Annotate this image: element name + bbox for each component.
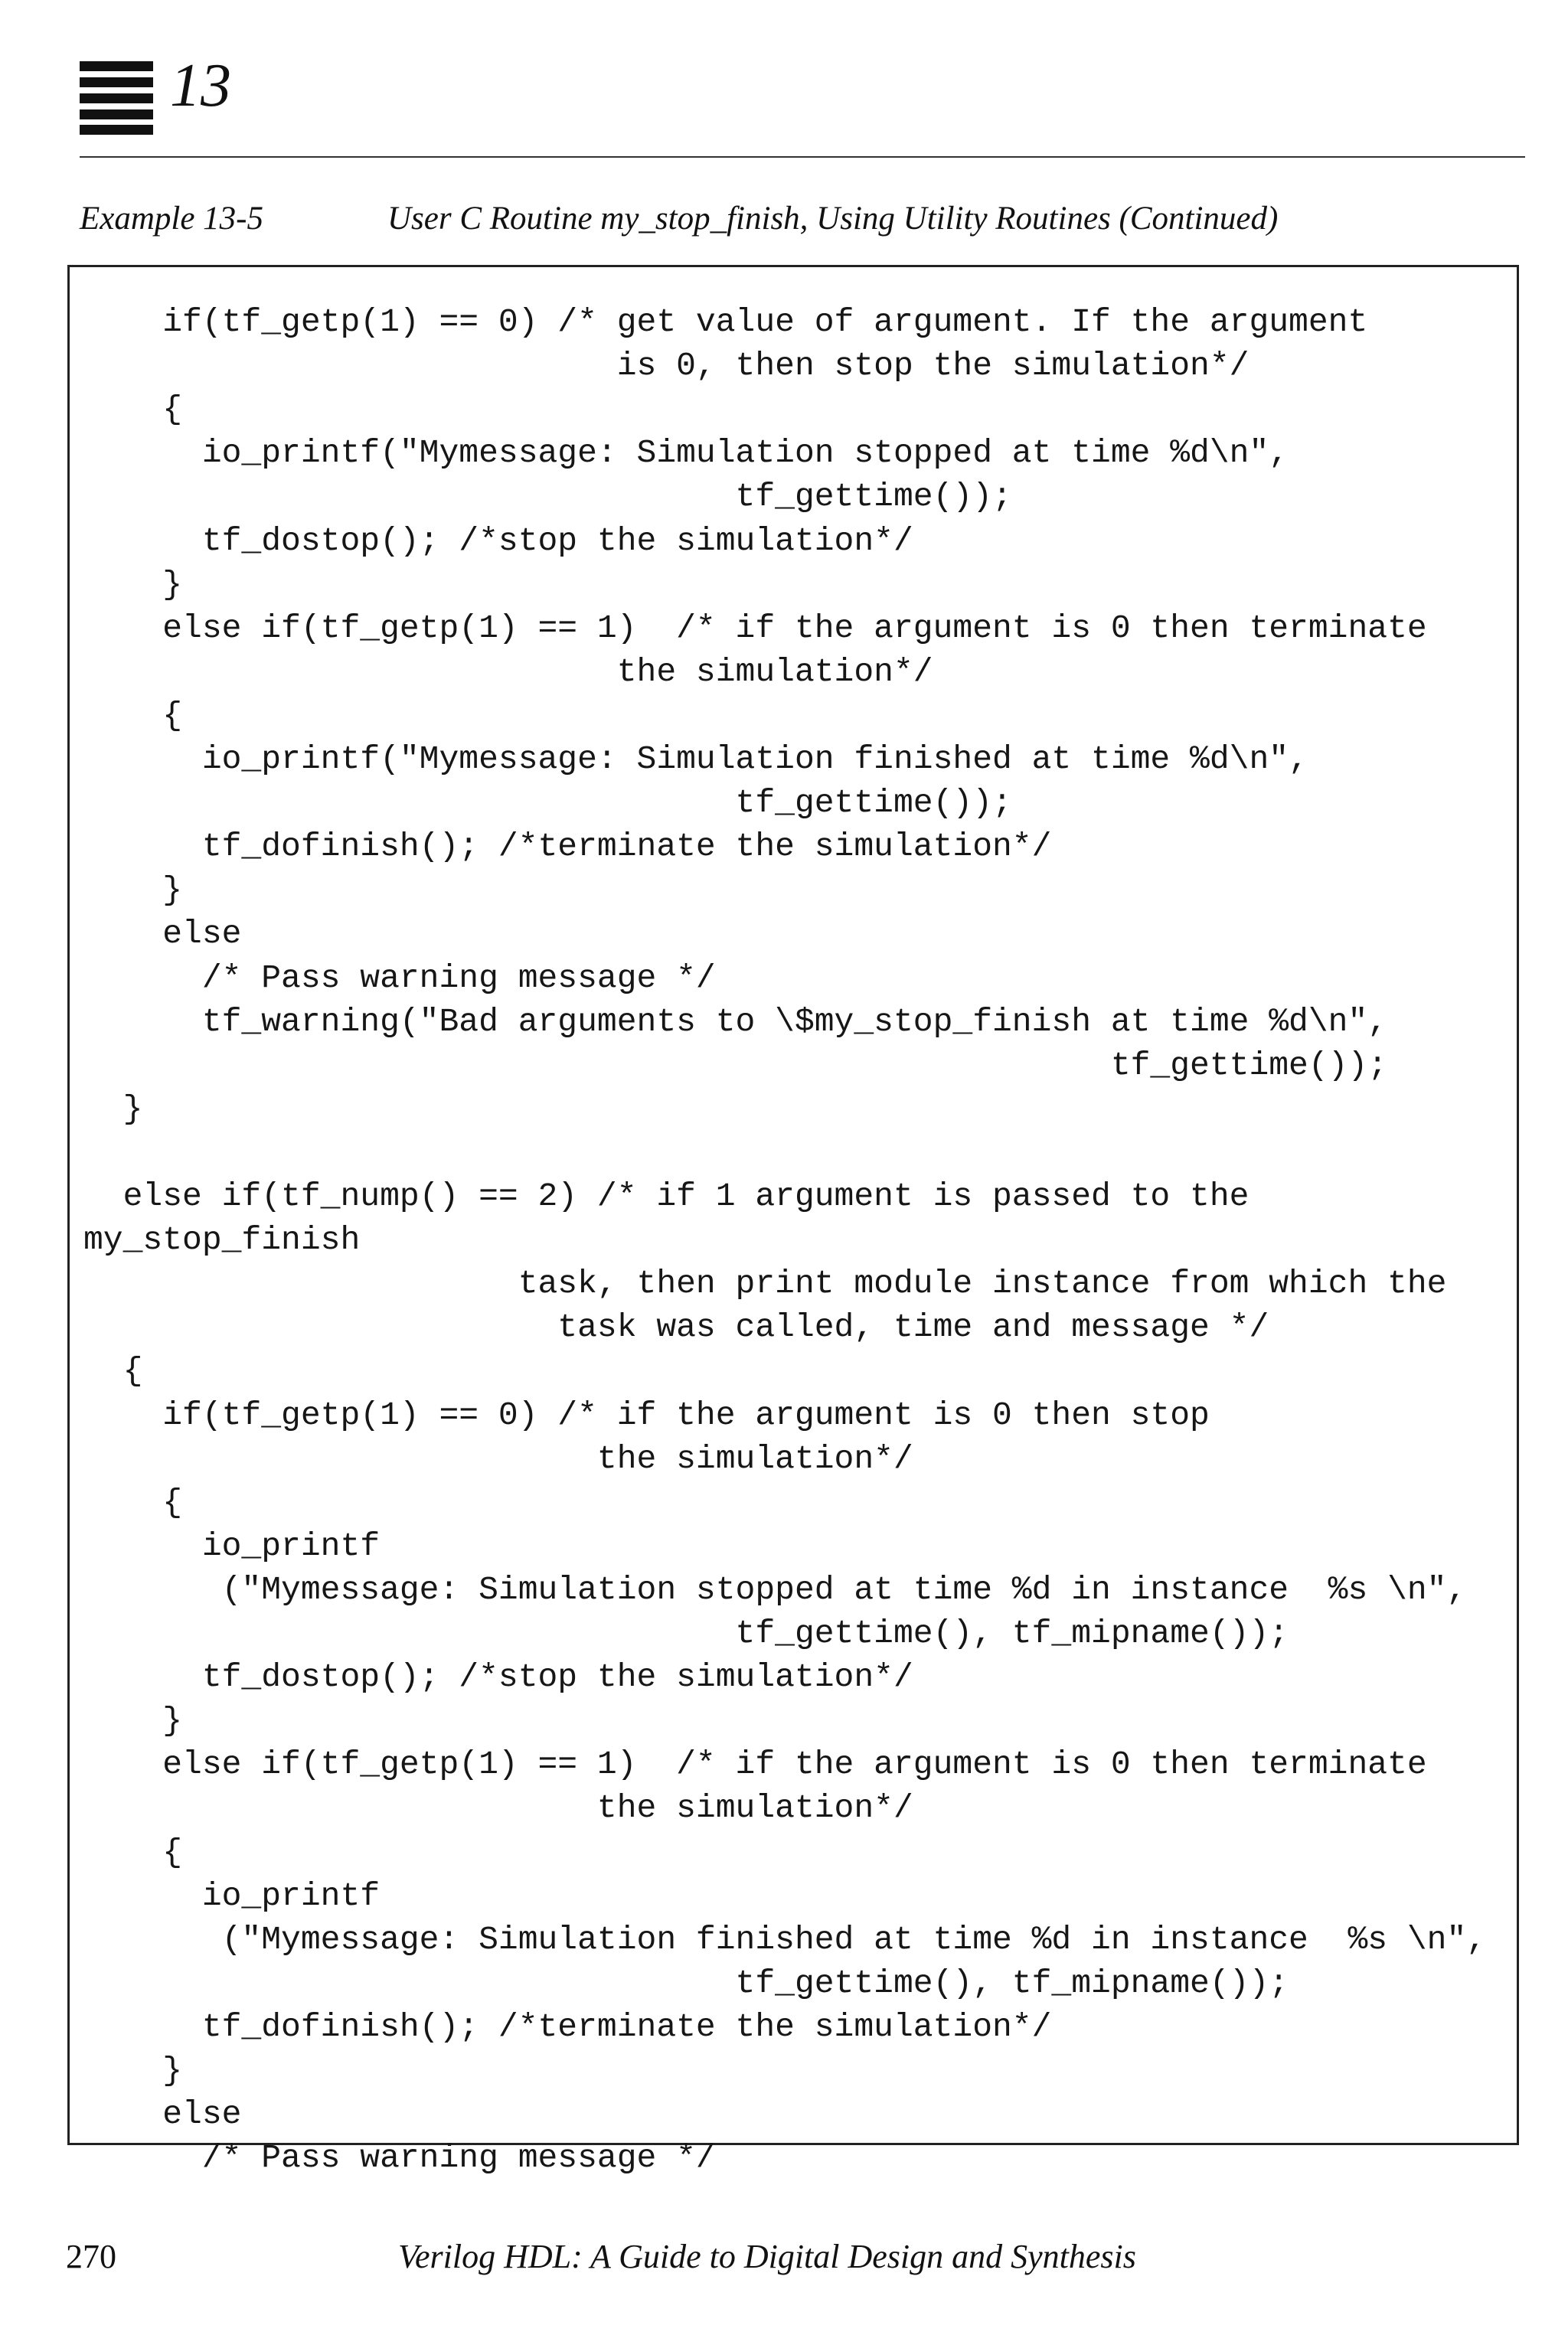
code-line: my_stop_finish bbox=[83, 1221, 361, 1259]
code-line: task, then print module instance from which the bbox=[83, 1265, 1447, 1303]
code-line: else if(tf_getp(1) == 1) /* if the argument is 0 then terminate bbox=[83, 1746, 1427, 1784]
example-label: Example 13-5 bbox=[80, 201, 264, 237]
code-line: the simulation*/ bbox=[83, 1439, 913, 1478]
code-line: task was called, time and message */ bbox=[83, 1308, 1269, 1347]
code-line: } bbox=[83, 2052, 183, 2089]
code-line: { bbox=[83, 1352, 143, 1390]
chapter-number: 13 bbox=[170, 52, 231, 119]
book-title: Verilog HDL: A Guide to Digital Design and Synthesis bbox=[398, 2238, 1136, 2275]
code-line: { bbox=[83, 1483, 183, 1521]
code-line: } bbox=[83, 1702, 183, 1740]
code-line: else if(tf_getp(1) == 1) /* if the argument is 0 then terminate bbox=[83, 609, 1427, 647]
code-line: tf_warning("Bad arguments to \$my_stop_finish at time %d\n", bbox=[83, 1002, 1388, 1040]
code-line: } bbox=[83, 565, 183, 603]
code-line: io_printf("Mymessage: Simulation stopped at time %d\n", bbox=[83, 434, 1289, 472]
code-line: { bbox=[83, 1833, 183, 1871]
example-title: User C Routine my_stop_finish, Using Utility Routines (Continued) bbox=[387, 201, 1279, 237]
code-line: else bbox=[83, 915, 242, 953]
code-line: io_printf bbox=[83, 1527, 381, 1565]
code-line: } bbox=[83, 1089, 143, 1128]
code-line: tf_gettime(), tf_mipname()); bbox=[83, 1964, 1289, 2002]
code-line: io_printf bbox=[83, 1876, 381, 1915]
code-line: { bbox=[83, 390, 183, 429]
code-line: tf_dofinish(); /*terminate the simulation*/ bbox=[83, 2007, 1052, 2046]
code-line: the simulation*/ bbox=[83, 652, 933, 691]
chapter-marker-icon bbox=[80, 61, 153, 135]
code-lines bbox=[70, 267, 1517, 2177]
code-line: /* Pass warning message */ bbox=[83, 2139, 716, 2177]
page-number: 270 bbox=[66, 2238, 116, 2275]
code-line: tf_gettime()); bbox=[83, 478, 1012, 516]
code-line: else if(tf_nump() == 2) /* if 1 argument is passed to the bbox=[83, 1177, 1250, 1215]
code-line: if(tf_getp(1) == 0) /* get value of argument. If the argument bbox=[83, 303, 1368, 341]
code-line: tf_dostop(); /*stop the simulation*/ bbox=[83, 521, 913, 560]
code-line: tf_gettime(), tf_mipname()); bbox=[83, 1615, 1289, 1652]
code-line: tf_dostop(); /*stop the simulation*/ bbox=[83, 1658, 913, 1697]
header-divider bbox=[80, 156, 1525, 158]
code-line: tf_gettime()); bbox=[83, 784, 1012, 822]
code-listing bbox=[67, 265, 1519, 2177]
code-line: ("Mymessage: Simulation finished at time %d in instance %s \n", bbox=[83, 1920, 1487, 1958]
code-line: if(tf_getp(1) == 0) /* if the argument is 0 then stop bbox=[83, 1396, 1210, 1434]
code-line: else bbox=[83, 2095, 242, 2134]
code-line: is 0, then stop the simulation*/ bbox=[83, 347, 1250, 385]
code-line: { bbox=[83, 696, 183, 734]
code-line: io_printf("Mymessage: Simulation finished at time %d\n", bbox=[83, 740, 1308, 778]
code-line: tf_dofinish(); /*terminate the simulation*/ bbox=[83, 828, 1052, 866]
code-line: /* Pass warning message */ bbox=[83, 958, 716, 997]
code-line: the simulation*/ bbox=[83, 1789, 913, 1827]
code-line: ("Mymessage: Simulation stopped at time %d in instance %s \n", bbox=[83, 1570, 1467, 1608]
code-line: tf_gettime()); bbox=[83, 1046, 1388, 1084]
code-line: } bbox=[83, 871, 183, 910]
